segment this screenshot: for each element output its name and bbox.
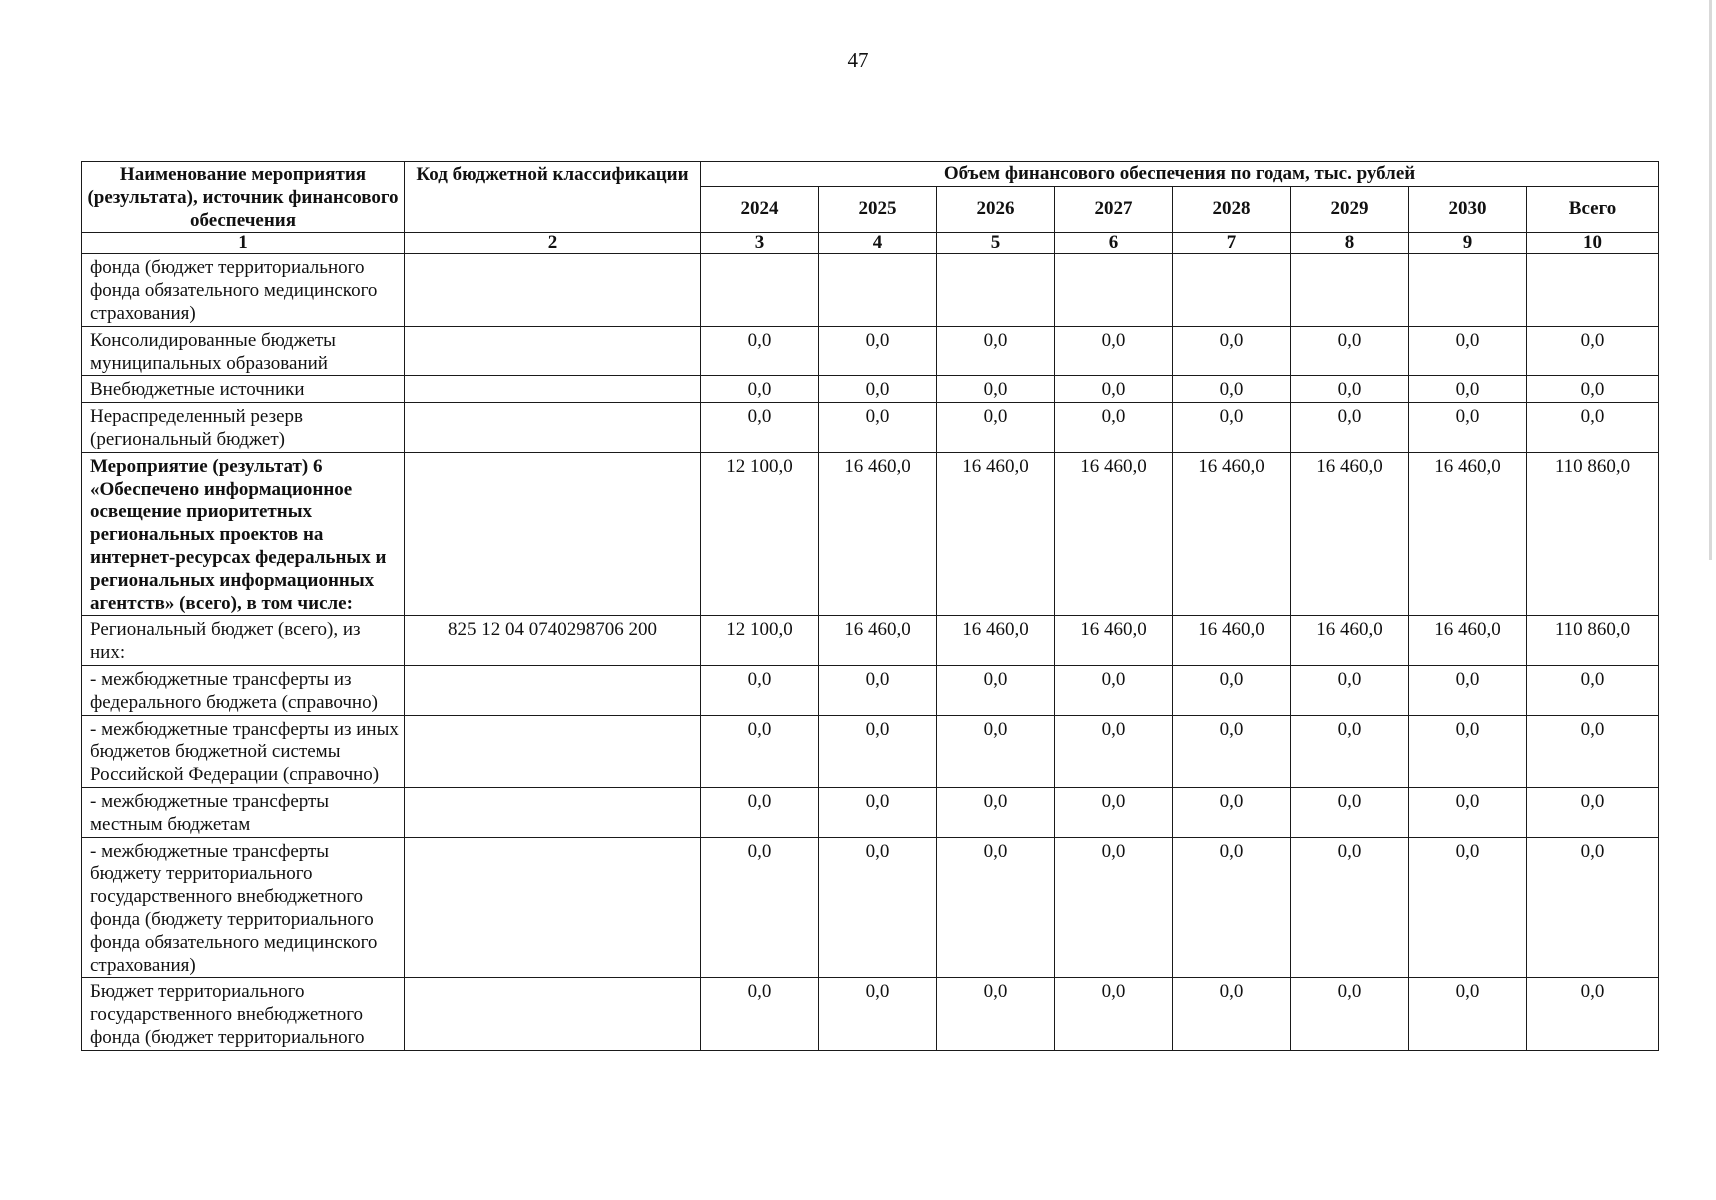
row-value-year: [1173, 254, 1291, 326]
header-total: Всего: [1527, 187, 1659, 233]
column-number: 9: [1409, 233, 1527, 254]
row-value-year: 0,0: [819, 326, 937, 376]
header-year: 2024: [701, 187, 819, 233]
page-number: 47: [847, 48, 869, 72]
row-value-year: 0,0: [1291, 787, 1409, 837]
row-value-year: 0,0: [1055, 787, 1173, 837]
header-year: 2027: [1055, 187, 1173, 233]
row-value-year: 0,0: [1055, 837, 1173, 978]
row-value-total: 0,0: [1527, 787, 1659, 837]
row-value-year: 0,0: [819, 665, 937, 715]
row-value-year: 0,0: [937, 837, 1055, 978]
row-value-year: 16 460,0: [1173, 452, 1291, 616]
row-value-year: 0,0: [1173, 837, 1291, 978]
row-value-year: 0,0: [1409, 787, 1527, 837]
row-value-total: 0,0: [1527, 978, 1659, 1050]
row-value-year: 0,0: [1291, 715, 1409, 787]
row-value-year: [701, 254, 819, 326]
row-value-total: [1527, 254, 1659, 326]
scan-edge-mark: [1709, 0, 1712, 560]
row-value-year: 0,0: [1173, 787, 1291, 837]
row-value-total: 0,0: [1527, 326, 1659, 376]
row-value-year: 16 460,0: [937, 452, 1055, 616]
header-year: 2028: [1173, 187, 1291, 233]
row-value-year: 0,0: [819, 715, 937, 787]
row-value-year: 0,0: [701, 837, 819, 978]
row-name: - межбюджетные трансферты из иных бюджетов бюджетной системы Российской Федерации (справочно): [82, 715, 405, 787]
row-value-year: [937, 254, 1055, 326]
table-row: [82, 452, 1659, 616]
row-value-year: 12 100,0: [701, 616, 819, 666]
row-value-year: 0,0: [1409, 326, 1527, 376]
row-value-year: 0,0: [701, 376, 819, 403]
row-budget-code: 825 12 04 0740298706 200: [405, 616, 701, 666]
row-value-year: 0,0: [1173, 978, 1291, 1050]
row-budget-code: [405, 452, 701, 616]
row-value-year: [1409, 254, 1527, 326]
row-value-year: 0,0: [1055, 978, 1173, 1050]
column-number: 3: [701, 233, 819, 254]
row-value-year: 0,0: [1055, 665, 1173, 715]
row-value-year: 0,0: [701, 403, 819, 453]
row-name: Нераспределенный резерв (региональный бюджет): [82, 403, 405, 453]
row-value-year: 0,0: [1055, 403, 1173, 453]
row-name: Бюджет территориального государственного внебюджетного фонда (бюджет территориального: [82, 978, 405, 1050]
header-year: 2030: [1409, 187, 1527, 233]
row-value-total: 0,0: [1527, 837, 1659, 978]
row-value-year: 16 460,0: [1409, 452, 1527, 616]
row-value-year: [819, 254, 937, 326]
row-value-year: 0,0: [937, 376, 1055, 403]
row-budget-code: [405, 715, 701, 787]
row-name: Мероприятие (результат) 6 «Обеспечено информационное освещение приоритетных региональных проектов на интернет-ресурсах федеральных и региональных информационных агентств» (всего), в том числе:: [82, 452, 405, 616]
row-value-year: 0,0: [1409, 665, 1527, 715]
column-number: 6: [1055, 233, 1173, 254]
row-value-year: 0,0: [937, 665, 1055, 715]
row-value-year: 0,0: [1173, 715, 1291, 787]
row-value-year: 0,0: [819, 787, 937, 837]
row-value-year: [1055, 254, 1173, 326]
header-year: 2029: [1291, 187, 1409, 233]
table-row: [82, 326, 1659, 376]
table-row: [82, 254, 1659, 326]
table-body: [82, 254, 1659, 1050]
row-value-year: 16 460,0: [819, 616, 937, 666]
column-number: 1: [82, 233, 405, 254]
row-value-year: 0,0: [701, 787, 819, 837]
column-number: 10: [1527, 233, 1659, 254]
row-value-year: 0,0: [1291, 978, 1409, 1050]
table-header: [82, 162, 1659, 254]
row-name: - межбюджетные трансферты из федерального бюджета (справочно): [82, 665, 405, 715]
row-value-total: 110 860,0: [1527, 452, 1659, 616]
row-value-year: 0,0: [1409, 376, 1527, 403]
row-value-total: 0,0: [1527, 665, 1659, 715]
header-funding: Объем финансового обеспечения по годам, тыс. рублей: [701, 162, 1659, 187]
table-row: [82, 715, 1659, 787]
row-value-year: 0,0: [701, 978, 819, 1050]
header-year: 2026: [937, 187, 1055, 233]
row-value-year: 0,0: [1409, 978, 1527, 1050]
row-name: Региональный бюджет (всего), из них:: [82, 616, 405, 666]
row-budget-code: [405, 978, 701, 1050]
row-value-year: 0,0: [937, 715, 1055, 787]
row-value-year: 0,0: [1291, 376, 1409, 403]
column-number: 8: [1291, 233, 1409, 254]
budget-table: [81, 161, 1659, 1051]
row-value-year: 0,0: [1409, 837, 1527, 978]
row-value-year: 0,0: [1173, 326, 1291, 376]
row-value-year: 16 460,0: [1173, 616, 1291, 666]
row-name: - межбюджетные трансферты местным бюджетам: [82, 787, 405, 837]
row-value-year: 0,0: [937, 787, 1055, 837]
row-value-total: 0,0: [1527, 403, 1659, 453]
row-value-year: 0,0: [701, 715, 819, 787]
row-value-year: 0,0: [937, 978, 1055, 1050]
row-budget-code: [405, 787, 701, 837]
header-code: Код бюджетной классификации: [405, 162, 701, 233]
table-row: [82, 616, 1659, 666]
row-value-year: 16 460,0: [1055, 452, 1173, 616]
row-name: - межбюджетные трансферты бюджету территориального государственного внебюджетного фонда (бюджету территориального фонда обязательного медицинского страхования): [82, 837, 405, 978]
row-value-year: 0,0: [1055, 326, 1173, 376]
header-name: Наименование мероприятия (результата), источник финансового обеспечения: [82, 162, 405, 233]
row-value-year: 16 460,0: [1291, 452, 1409, 616]
row-value-year: 0,0: [937, 403, 1055, 453]
row-value-total: 110 860,0: [1527, 616, 1659, 666]
row-budget-code: [405, 837, 701, 978]
row-value-year: 0,0: [937, 326, 1055, 376]
row-value-year: 0,0: [1173, 403, 1291, 453]
row-value-year: 0,0: [819, 403, 937, 453]
row-value-year: 0,0: [1409, 715, 1527, 787]
row-value-year: 0,0: [1173, 376, 1291, 403]
row-value-year: 0,0: [1055, 715, 1173, 787]
table-row: [82, 978, 1659, 1050]
row-budget-code: [405, 403, 701, 453]
row-name: Внебюджетные источники: [82, 376, 405, 403]
row-budget-code: [405, 665, 701, 715]
row-budget-code: [405, 376, 701, 403]
row-value-year: 0,0: [1291, 837, 1409, 978]
row-value-year: 0,0: [701, 665, 819, 715]
row-value-year: 0,0: [819, 978, 937, 1050]
row-value-year: 16 460,0: [1291, 616, 1409, 666]
row-budget-code: [405, 326, 701, 376]
table-row: [82, 787, 1659, 837]
row-value-total: 0,0: [1527, 376, 1659, 403]
row-value-year: 0,0: [1291, 665, 1409, 715]
row-name: фонда (бюджет территориального фонда обязательного медицинского страхования): [82, 254, 405, 326]
row-value-year: 0,0: [819, 837, 937, 978]
row-value-year: 0,0: [701, 326, 819, 376]
column-number: 7: [1173, 233, 1291, 254]
row-value-year: 0,0: [819, 376, 937, 403]
row-value-year: 0,0: [1291, 326, 1409, 376]
row-value-year: 0,0: [1173, 665, 1291, 715]
column-number: 4: [819, 233, 937, 254]
row-value-year: 16 460,0: [1055, 616, 1173, 666]
table-row: [82, 665, 1659, 715]
row-value-year: 12 100,0: [701, 452, 819, 616]
row-name: Консолидированные бюджеты муниципальных образований: [82, 326, 405, 376]
row-value-year: 0,0: [1291, 403, 1409, 453]
row-value-total: 0,0: [1527, 715, 1659, 787]
row-value-year: 16 460,0: [937, 616, 1055, 666]
row-value-year: 0,0: [1409, 403, 1527, 453]
table-row: [82, 403, 1659, 453]
row-value-year: [1291, 254, 1409, 326]
row-budget-code: [405, 254, 701, 326]
header-year: 2025: [819, 187, 937, 233]
column-number: 5: [937, 233, 1055, 254]
row-value-year: 16 460,0: [819, 452, 937, 616]
column-number: 2: [405, 233, 701, 254]
row-value-year: 0,0: [1055, 376, 1173, 403]
row-value-year: 16 460,0: [1409, 616, 1527, 666]
table-row: [82, 376, 1659, 403]
table-row: [82, 837, 1659, 978]
